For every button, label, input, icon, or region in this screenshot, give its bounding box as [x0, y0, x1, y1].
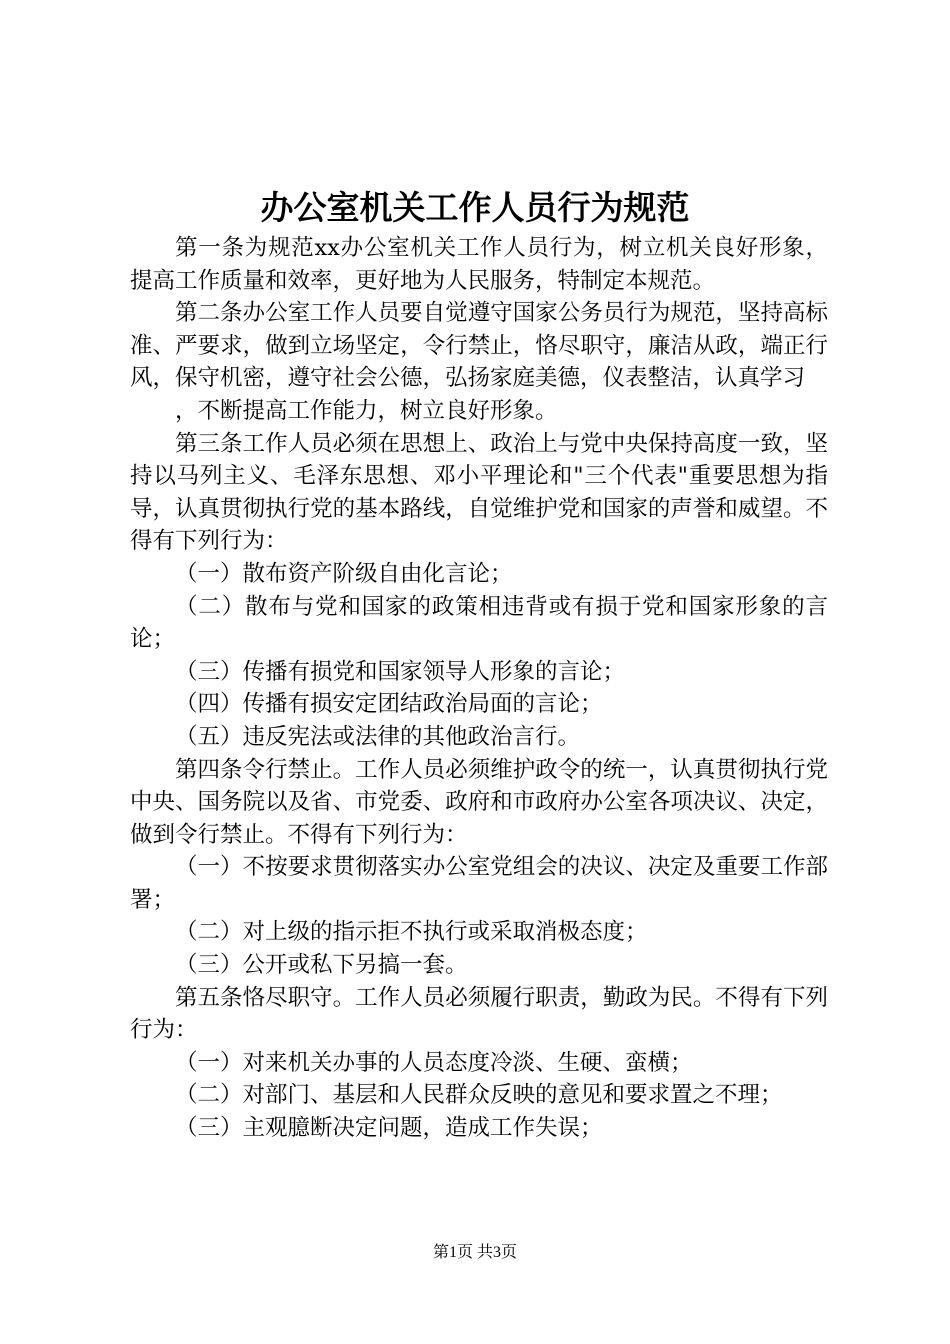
page-number-footer: 第1页 共3页 — [432, 1244, 517, 1261]
article-1-paragraph: 第一条为规范xx办公室机关工作人员行为，树立机关良好形象，提高工作质量和效率，更好地为人民服务，特制定本规范。 — [130, 235, 828, 294]
document-title: 办公室机关工作人员行为规范 — [260, 188, 690, 227]
article-5-item-3: （三）主观臆断决定问题，造成工作失误； — [175, 1115, 603, 1142]
article-3-item-4: （四）传播有损安定团结政治局面的言论； — [175, 691, 603, 718]
article-4-item-2: （二）对上级的指示拒不执行或采取消极态度； — [175, 919, 648, 946]
article-4-item-3: （三）公开或私下另搞一套。 — [175, 952, 468, 979]
article-4-paragraph: 第四条令行禁止。工作人员必须维护政令的统一，认真贯彻执行党中央、国务院以及省、市党委、政府和市政府办公室各项决议、决定，做到令行禁止。不得有下列行为： — [130, 756, 828, 848]
article-3-paragraph: 第三条工作人员必须在思想上、政治上与党中央保持高度一致，坚持以马列主义、毛泽东思想、邓小平理论和"三个代表"重要思想为指导，认真贯彻执行党的基本路线，自觉维护党和国家的声誉和威望。不得有下列行为： — [130, 430, 828, 555]
article-5-item-1: （一）对来机关办事的人员态度冷淡、生硬、蛮横； — [175, 1049, 693, 1076]
article-3-item-2: （二）散布与党和国家的政策相违背或有损于党和国家形象的言论； — [130, 593, 828, 653]
article-3-item-3: （三）传播有损党和国家领导人形象的言论； — [175, 658, 626, 685]
article-2-paragraph: 第二条办公室工作人员要自觉遵守国家公务员行为规范，坚持高标准、严要求，做到立场坚定，令行禁止，恪尽职守，廉洁从政，端正行风，保守机密，遵守社会公德，弘扬家庭美德，仪表整洁，认真学习 — [130, 300, 828, 392]
article-5-item-2: （二）对部门、基层和人民群众反映的意见和要求置之不理； — [175, 1082, 783, 1109]
article-4-item-1: （一）不按要求贯彻落实办公室党组会的决议、决定及重要工作部署； — [130, 854, 828, 913]
article-2-continuation: ，不断提高工作能力，树立良好形象。 — [175, 397, 558, 424]
article-3-item-5: （五）违反宪法或法律的其他政治言行。 — [175, 723, 581, 750]
article-5-paragraph: 第五条恪尽职守。工作人员必须履行职责，勤政为民。不得有下列行为： — [130, 984, 828, 1044]
document-body — [130, 232, 828, 1145]
article-3-item-1: （一）散布资产阶级自由化言论； — [175, 560, 513, 587]
